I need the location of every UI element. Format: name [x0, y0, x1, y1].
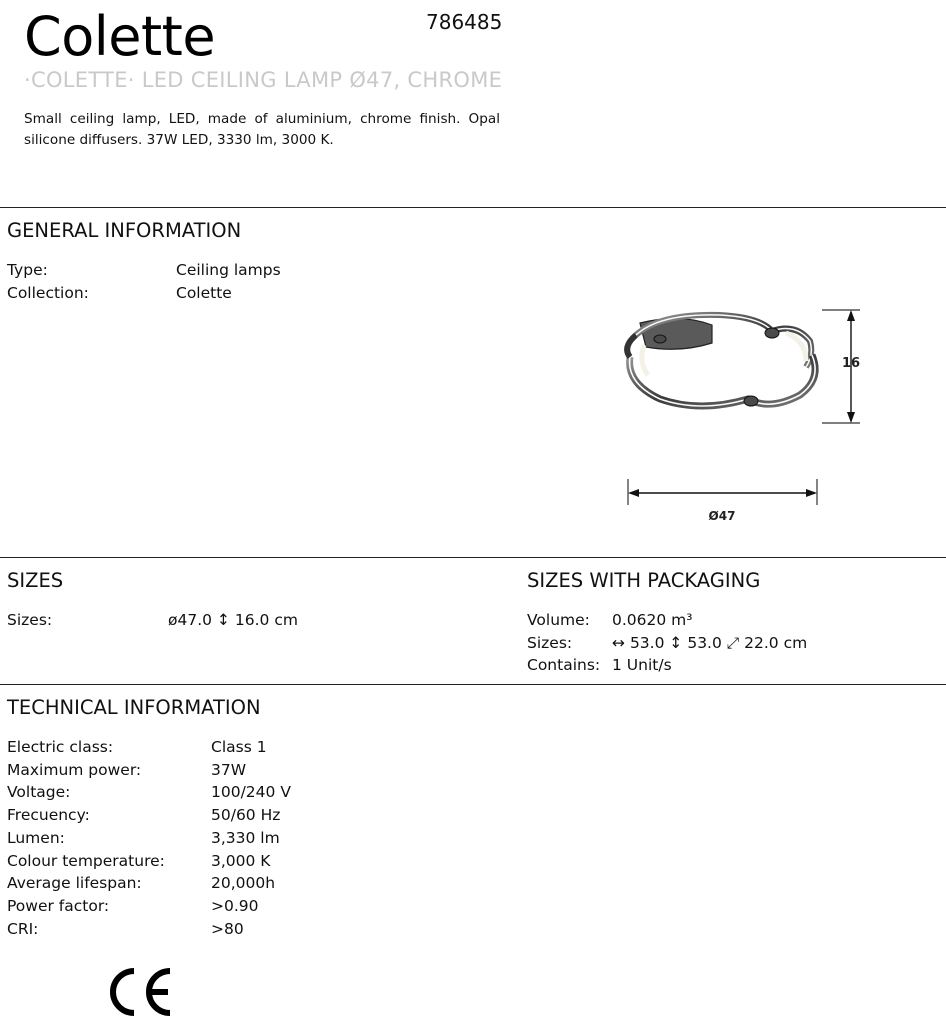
section-divider	[0, 557, 946, 558]
general-info-heading: GENERAL INFORMATION	[7, 219, 242, 242]
sizes-heading: SIZES	[7, 569, 64, 592]
tech-label: Frecuency:	[7, 806, 90, 825]
height-dimension	[822, 310, 860, 423]
diameter-label: Ø47	[708, 509, 736, 523]
section-divider	[0, 684, 946, 685]
diameter-dimension	[628, 479, 817, 523]
tech-value: 3,000 K	[211, 851, 271, 870]
vertical-double-arrow-icon: ↕	[216, 611, 230, 629]
volume-value: 0.0620 m³	[612, 611, 693, 629]
type-label: Type:	[7, 261, 48, 279]
collection-value: Colette	[176, 283, 232, 302]
ce-mark-icon	[104, 966, 176, 1018]
contains-label: Contains:	[527, 656, 601, 675]
product-reference: 786485	[426, 10, 503, 34]
technical-values	[211, 736, 291, 940]
tech-value: Class 1	[211, 738, 267, 756]
section-divider	[0, 207, 946, 208]
tech-label: Colour temperature:	[7, 851, 165, 870]
horizontal-double-arrow-icon: ↔	[612, 633, 625, 652]
collection-label: Collection:	[7, 283, 89, 302]
package-width: 53.0	[629, 633, 665, 652]
tech-value: 37W	[211, 760, 247, 779]
type-value: Ceiling lamps	[176, 261, 281, 279]
tech-value: 3,330 lm	[211, 828, 280, 847]
packaging-heading: SIZES WITH PACKAGING	[527, 569, 761, 592]
tech-label: Power factor:	[7, 896, 110, 915]
tech-label: CRI:	[7, 919, 39, 938]
height-label: 16	[841, 356, 861, 371]
technical-info-heading: TECHNICAL INFORMATION	[7, 696, 261, 719]
tech-label: Electric class:	[7, 738, 114, 756]
technical-labels	[7, 736, 165, 940]
tech-label: Maximum power:	[7, 760, 142, 779]
tech-label: Average lifespan:	[7, 874, 142, 893]
diagonal-double-arrow-icon: ⤢	[726, 633, 740, 652]
packaging-sizes-label: Sizes:	[527, 633, 573, 652]
package-depth: 22.0 cm	[744, 633, 808, 652]
package-height: 53.0	[687, 633, 722, 652]
tech-value: 50/60 Hz	[211, 806, 281, 825]
product-subtitle: ·COLETTE· LED CEILING LAMP Ø47, CHROME	[24, 68, 503, 92]
packaging-values	[612, 609, 807, 677]
product-description: Small ceiling lamp, LED, made of aluminium, chrome finish. Opal silicone diffusers. 37W LED, 3330 lm, 3000 K.	[24, 111, 500, 148]
tech-value: >80	[211, 919, 244, 938]
general-info-labels	[7, 259, 89, 304]
vertical-double-arrow-icon: ↕	[669, 633, 683, 652]
packaging-labels	[527, 609, 600, 677]
sizes-label: Sizes:	[7, 611, 53, 629]
volume-label: Volume:	[527, 611, 590, 629]
tech-value: 20,000h	[211, 874, 276, 893]
height-value: 16.0 cm	[234, 611, 298, 629]
lamp-dimension-drawing	[600, 295, 880, 535]
lamp-illustration	[627, 315, 815, 406]
general-info-values	[176, 259, 281, 304]
contains-value: 1 Unit/s	[612, 656, 672, 675]
tech-label: Voltage:	[7, 783, 71, 802]
sizes-value	[168, 609, 298, 632]
tech-value: >0.90	[211, 896, 259, 915]
product-title: Colette	[24, 5, 216, 68]
packaging-sizes-value	[612, 632, 807, 655]
tech-label: Lumen:	[7, 828, 65, 847]
diameter-value: ø47.0	[168, 611, 212, 629]
tech-value: 100/240 V	[211, 783, 291, 802]
